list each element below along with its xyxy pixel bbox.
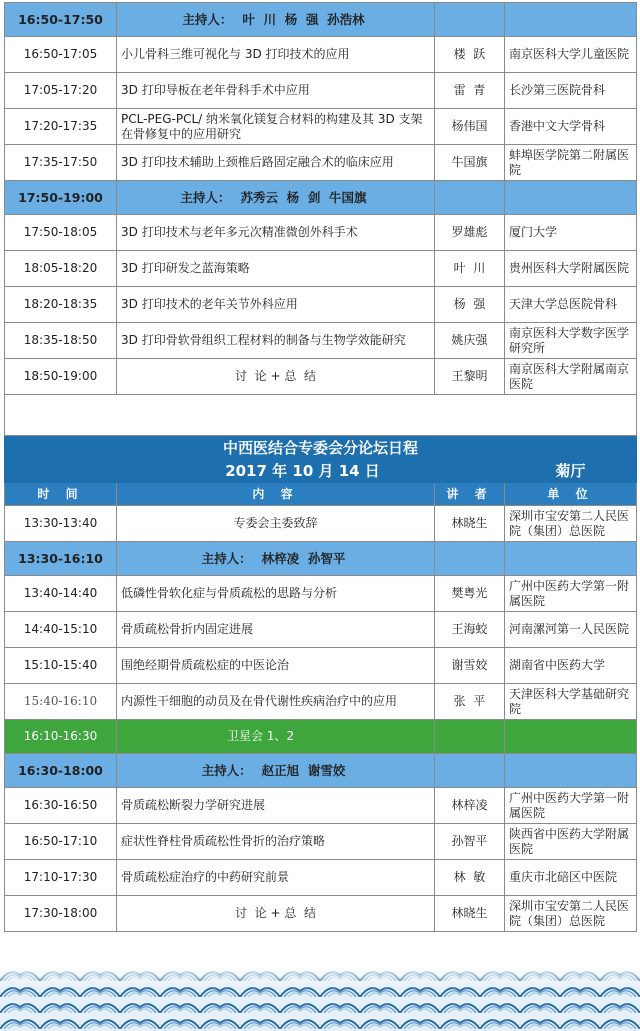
row-topic: 围绝经期骨质疏松症的中医论治 [117,648,435,684]
row-time: 17:10-17:30 [5,860,117,896]
row-speaker: 林晓生 [435,896,505,932]
row-time: 17:05-17:20 [5,73,117,109]
table-row [5,73,637,109]
satellite-row [5,720,637,754]
row-time: 18:35-18:50 [5,323,117,359]
row-speaker: 张 平 [435,684,505,720]
row-unit: 南京医科大学数字医学研究所 [505,323,637,359]
row-speaker: 孙智平 [435,824,505,860]
session-hosts [117,754,435,788]
empty-cell [435,720,505,754]
row-topic: 讨 论 + 总 结 [117,359,435,395]
row-speaker: 雷 青 [435,73,505,109]
schedule-table [4,2,637,932]
row-time: 17:35-17:50 [5,145,117,181]
table-row [5,37,637,73]
row-speaker: 姚庆强 [435,323,505,359]
row-topic: 骨质疏松断裂力学研究进展 [117,788,435,824]
row-speaker: 林梓凌 [435,788,505,824]
row-time: 16:10-16:30 [5,720,117,754]
row-speaker: 叶 川 [435,251,505,287]
table-row [5,359,637,395]
row-time: 13:30-13:40 [5,506,117,542]
row-topic: 3D 打印技术辅助上颈椎后路固定融合术的临床应用 [117,145,435,181]
session-header-row [5,181,637,215]
host-label: 主持人： [180,190,231,205]
table-row [5,788,637,824]
row-topic: 症状性脊柱骨质疏松性骨折的治疗策略 [117,824,435,860]
session-time: 13:30-16:10 [5,542,117,576]
schedule-part-2 [5,506,637,932]
table-row [5,860,637,896]
row-unit: 重庆市北碚区中医院 [505,860,637,896]
row-topic: 3D 打印导板在老年骨科手术中应用 [117,73,435,109]
row-speaker: 牛国旗 [435,145,505,181]
session-time: 16:50-17:50 [5,3,117,37]
row-unit: 河南漯河第一人民医院 [505,612,637,648]
empty-cell [505,3,637,37]
host-label: 主持人： [201,551,252,566]
row-unit: 南京医科大学附属南京医院 [505,359,637,395]
row-unit: 广州中医药大学第一附属医院 [505,576,637,612]
table-row [5,648,637,684]
empty-cell [435,542,505,576]
table-row [5,109,637,145]
row-speaker: 林晓生 [435,506,505,542]
spacer-row [5,395,637,436]
row-topic: 小儿骨科三维可视化与 3D 打印技术的应用 [117,37,435,73]
empty-cell [435,754,505,788]
row-unit: 贵州医科大学附属医院 [505,251,637,287]
session-header-row [5,3,637,37]
row-unit: 南京医科大学儿童医院 [505,37,637,73]
row-time: 17:20-17:35 [5,109,117,145]
host-names: 林梓凌 孙智平 [261,551,346,566]
row-time: 14:40-15:10 [5,612,117,648]
row-unit: 香港中文大学骨科 [505,109,637,145]
schedule-page [4,2,636,932]
header-unit: 单 位 [505,483,637,506]
session-time: 16:30-18:00 [5,754,117,788]
row-time: 13:40-14:40 [5,576,117,612]
session-time: 17:50-19:00 [5,181,117,215]
table-row [5,896,637,932]
session-hosts [117,181,435,215]
header-time: 时 间 [5,483,117,506]
row-unit: 长沙第三医院骨科 [505,73,637,109]
table-row [5,684,637,720]
session-header-row [5,542,637,576]
row-time: 15:40-16:10 [5,684,117,720]
row-time: 16:30-16:50 [5,788,117,824]
row-speaker: 罗雄彪 [435,215,505,251]
row-topic: 骨质疏松骨折内固定进展 [117,612,435,648]
row-unit: 广州中医药大学第一附属医院 [505,788,637,824]
row-topic: 3D 打印技术与老年多元次精准微创外科手术 [117,215,435,251]
row-unit: 天津医科大学基础研究院 [505,684,637,720]
forum-header-block [5,395,637,506]
host-label: 主持人： [201,763,252,778]
row-speaker: 杨 强 [435,287,505,323]
row-topic: 内源性干细胞的动员及在骨代谢性疾病治疗中的应用 [117,684,435,720]
row-topic: 3D 打印研发之蓝海策略 [117,251,435,287]
row-topic: 讨 论 + 总 结 [117,896,435,932]
row-speaker: 杨伟国 [435,109,505,145]
row-unit: 深圳市宝安第二人民医院（集团）总医院 [505,896,637,932]
table-row [5,824,637,860]
row-time: 15:10-15:40 [5,648,117,684]
empty-cell [505,720,637,754]
row-topic: 专委会主委致辞 [117,506,435,542]
row-speaker: 王黎明 [435,359,505,395]
table-row [5,145,637,181]
forum-title: 中西医结合专委会分论坛日程 [5,436,637,460]
column-headers [5,483,637,506]
schedule-part-1 [5,3,637,395]
session-hosts [117,3,435,37]
row-topic: PCL-PEG-PCL/ 纳米氧化镁复合材料的构建及其 3D 支架在骨修复中的应用研究 [117,109,435,145]
table-row [5,576,637,612]
row-time: 16:50-17:05 [5,37,117,73]
session-header-row [5,754,637,788]
row-time: 17:50-18:05 [5,215,117,251]
session-hosts [117,542,435,576]
empty-cell [505,754,637,788]
row-unit: 陕西省中医药大学附属医院 [505,824,637,860]
empty-cell [505,542,637,576]
row-unit: 天津大学总医院骨科 [505,287,637,323]
host-names: 赵正旭 谢雪姣 [261,763,346,778]
row-time: 16:50-17:10 [5,824,117,860]
row-topic: 卫星会 1、2 [117,720,435,754]
row-topic: 3D 打印骨软骨组织工程材料的制备与生物学效能研究 [117,323,435,359]
forum-hall: 菊厅 [505,460,637,483]
row-speaker: 樊粤光 [435,576,505,612]
row-speaker: 林 敏 [435,860,505,896]
table-row [5,215,637,251]
row-speaker: 谢雪姣 [435,648,505,684]
forum-date: 2017 年 10 月 14 日 [5,460,505,483]
row-unit: 深圳市宝安第二人民医院（集团）总医院 [505,506,637,542]
row-topic: 低磷性骨软化症与骨质疏松的思路与分析 [117,576,435,612]
empty-cell [505,181,637,215]
sea-waves-icon [0,965,640,1031]
row-unit: 湖南省中医药大学 [505,648,637,684]
host-label: 主持人： [182,12,233,27]
table-row [5,506,637,542]
row-time: 18:20-18:35 [5,287,117,323]
table-row [5,323,637,359]
table-row [5,287,637,323]
row-speaker: 楼 跃 [435,37,505,73]
row-time: 18:05-18:20 [5,251,117,287]
host-names: 叶 川 杨 强 孙浩林 [242,12,365,27]
row-speaker: 王海蛟 [435,612,505,648]
table-row [5,612,637,648]
row-unit: 蚌埠医学院第二附属医院 [505,145,637,181]
host-names: 苏秀云 杨 剑 牛国旗 [240,190,367,205]
row-time: 18:50-19:00 [5,359,117,395]
empty-cell [435,3,505,37]
empty-cell [435,181,505,215]
row-unit: 厦门大学 [505,215,637,251]
header-content: 内 容 [117,483,435,506]
table-row [5,251,637,287]
header-speaker: 讲 者 [435,483,505,506]
row-topic: 骨质疏松症治疗的中药研究前景 [117,860,435,896]
row-topic: 3D 打印技术的老年关节外科应用 [117,287,435,323]
row-time: 17:30-18:00 [5,896,117,932]
